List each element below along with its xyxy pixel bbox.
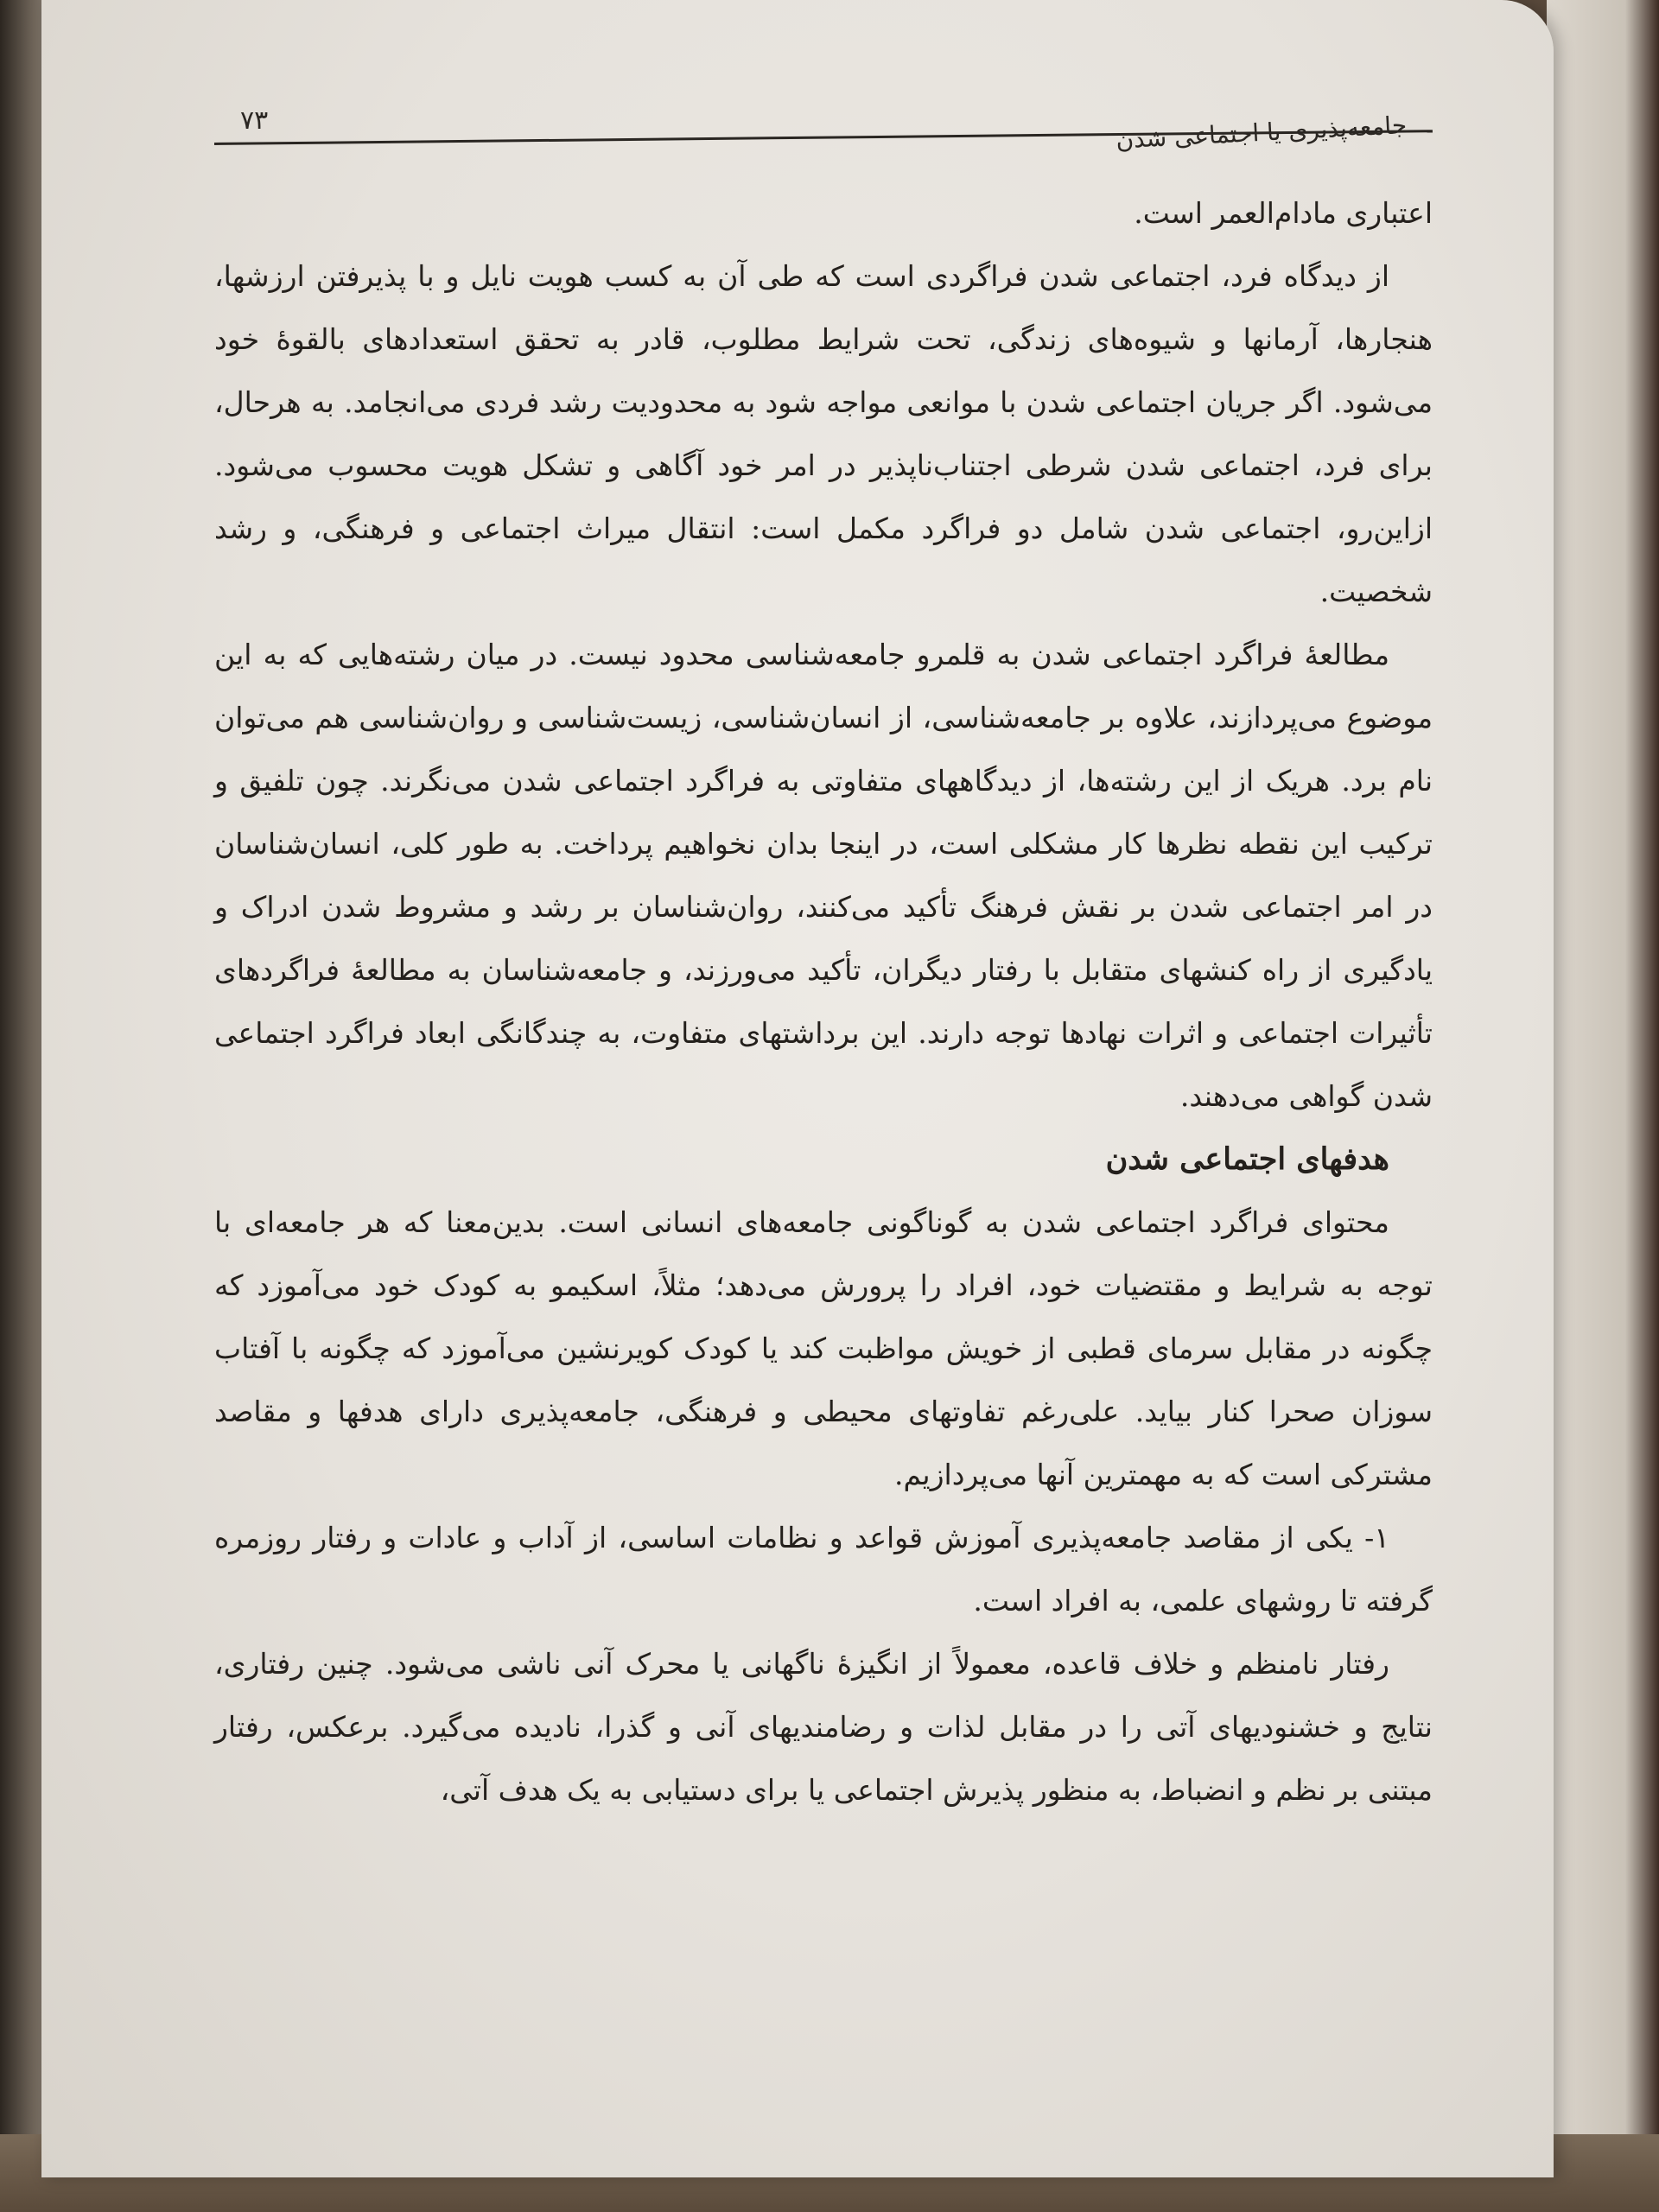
section-heading: هدفهای اجتماعی شدن	[1105, 1141, 1389, 1177]
running-title: جامعه‌پذیری یا اجتماعی شدن	[1115, 111, 1408, 155]
list-item-1: ۱- یکی از مقاصد جامعه‌پذیری آموزش قواعد و نظامات اساسی، از آداب و عادات و رفتار روزمره گرفته تا روشهای علمی، به افراد است.	[214, 1521, 1433, 1618]
book-page	[41, 0, 1554, 2177]
page-header	[214, 86, 1441, 164]
paragraph-individual-perspective: از دیدگاه فرد، اجتماعی شدن فراگردی است که طی آن به کسب هویت نایل و با پذیرفتن ارزشها، هنجارها، آرمانها و شیوه‌های زندگی، تحت شرایط مطلوب، قادر به تحقق استعدادهای بالقوهٔ خود می‌شود. اگر جریان اجتماعی شدن با موانعی مواجه شود به محدودیت رشد فردی می‌انجامد. به هرحال، برای فرد، اجتماعی شدن شرطی اجتناب‌ناپذیر در امر خود آگاهی و تشکل هویت محسوب می‌شود. ازاین‌رو، اجتماعی شدن شامل دو فراگرد مکمل است: انتقال میراث اجتماعی و فرهنگی، و رشد شخصیت.	[214, 259, 1433, 608]
page-number: ۷۳	[240, 105, 269, 136]
paragraph-disciplines: مطالعهٔ فراگرد اجتماعی شدن به قلمرو جامعه‌شناسی محدود نیست. در میان رشته‌هایی که به این موضوع می‌پردازند، علاوه بر جامعه‌شناسی، از انسان‌شناسی، زیست‌شناسی و روان‌شناسی هم می‌توان نام برد. هریک از این رشته‌ها، از دیدگاههای متفاوتی به فراگرد اجتماعی شدن می‌نگرند. چون تلفیق و ترکیب این نقطه نظرها کار مشکلی است، در اینجا بدان نخواهیم پرداخت. به طور کلی، انسان‌شناسان در امر اجتماعی شدن بر نقش فرهنگ تأکید می‌کنند، روان‌شناسان بر رشد و مشروط شدن ادراک و یادگیری از راه کنشهای متقابل با رفتار دیگران، تأکید می‌ورزند، و جامعه‌شناسان به مطالعهٔ فراگردهای تأثیرات اجتماعی و اثرات نهادها توجه دارند. این برداشتهای متفاوت، به چندگانگی ابعاد فراگرد اجتماعی شدن گواهی می‌دهند.	[214, 638, 1433, 1113]
page-body	[214, 181, 1433, 1821]
next-page-edge	[1547, 0, 1659, 2212]
paragraph-goals-intro: محتوای فراگرد اجتماعی شدن به گوناگونی جامعه‌های انسانی است. بدین‌معنا که هر جامعه‌ای با توجه به شرایط و مقتضیات خود، افراد را پرورش می‌دهد؛ مثلاً، اسکیمو به کودک خود می‌آموزد که چگونه در مقابل سرمای قطبی از خویش مواظبت کند یا کودک کویرنشین می‌آموزد که چگونه با آفتاب سوزان صحرا کنار بیاید. علی‌رغم تفاوتهای محیطی و فرهنگی، جامعه‌پذیری دارای هدفها و مقاصد مشترکی است که به مهمترین آنها می‌پردازیم.	[214, 1205, 1433, 1491]
paragraph-continuation: اعتباری مادام‌العمر است.	[1134, 196, 1433, 230]
paragraph-irregular-behavior: رفتار نامنظم و خلاف قاعده، معمولاً از انگیزهٔ ناگهانی یا محرک آنی ناشی می‌شود. چنین رفتاری، نتایج و خشنودیهای آتی را در مقابل لذات و رضامندیهای آنی و گذرا، نادیده می‌گیرد. برعکس، رفتار مبتنی بر نظم و انضباط، به منظور پذیرش اجتماعی یا برای دستیابی به یک هدف آتی،	[214, 1647, 1433, 1807]
